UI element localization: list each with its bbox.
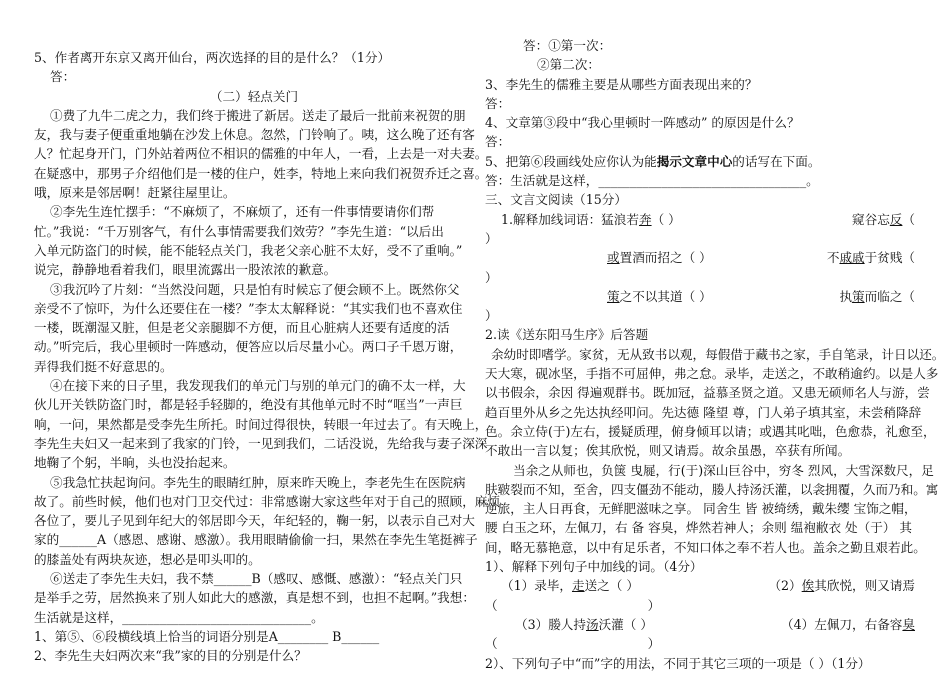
paragraph-1-line: ①费了九牛二虎之力，我们终于搬进了新居。送走了最后一批前来祝贺的朋 bbox=[50, 107, 466, 123]
paragraph-6-line: 生活就是这样，______________________________。 bbox=[34, 609, 324, 625]
paragraph-1-line: 友，我与妻子便重重地躺在沙发上休息。忽然，门铃响了。咦，这么晚了还有客 bbox=[34, 127, 475, 143]
gloss-row-1 bbox=[485, 210, 915, 229]
question-2: 2、李先生夫妇两次来“我”家的目的分别是什么？ bbox=[34, 648, 307, 664]
section-title: （二）轻点关门 bbox=[209, 88, 299, 104]
gloss-close: ） bbox=[485, 308, 498, 324]
question-5 bbox=[485, 152, 915, 171]
text-line: 以书假余，余因 得遍观群书。既加冠，益慕圣贤之道。又患无硕师名人与游，尝 bbox=[485, 385, 930, 401]
gloss-text: 之不以其道（ ） bbox=[619, 288, 712, 304]
paragraph-3-line: 弄得我们挺不好意思的。 bbox=[34, 358, 173, 374]
paragraph-3-line: ③我沉吟了片刻：“当然没问题，只是怕有时候忘了便会顾不上。既然你父 bbox=[50, 281, 460, 297]
section-3-title: 三、文言文阅读（15分） bbox=[485, 192, 627, 208]
paragraph-5-line: ⑤我急忙扶起询问。李先生的眼睛红肿，原来昨天晚上，李老先生在医院病 bbox=[50, 474, 466, 490]
stray-mark: _ bbox=[86, 38, 93, 53]
paragraph-2-line: ②李先生连忙摆手：“不麻烦了，不麻烦了，还有一件事情要请你们帮 bbox=[50, 204, 435, 220]
text-line: 色。余立侍(于)左右，援疑质理，俯身倾耳以请；或遇其叱咄，色愈恭，礼愈至， bbox=[485, 423, 936, 439]
paragraph-3-line: 亲受不了惊吓，为什么还要住在一楼？”李太太解释说：“其实我们也不喜欢住 bbox=[34, 300, 463, 316]
gloss-right: 不戚戚于贫贱（ bbox=[826, 250, 915, 266]
paragraph-1-line: 哦，原来是邻居啊！赶紧往屋里让。 bbox=[34, 185, 236, 201]
answer-5: 答：生活就是这样，_________________________________。 bbox=[485, 173, 819, 189]
paragraph-2-line: 说完，静静地看着我们，眼里流露出一股浓浓的歉意。 bbox=[34, 262, 337, 278]
question-3: 3、李先生的儒雅主要是从哪些方面表现出来的？ bbox=[485, 76, 758, 92]
gloss-text: 1.解释加线词语：猛浪若 bbox=[501, 211, 639, 227]
text-line: 天大寒，砚冰坚，手指不可屈伸，弗之怠。录毕，走送之，不敢稍逾约。以是人多 bbox=[485, 366, 939, 382]
text-line: 肤皲裂而不知，至舍，四支僵劲不能动，媵人持汤沃灌，以衾拥覆，久而乃和。寓 bbox=[485, 481, 939, 497]
answer-first-visit: 答：①第一次： bbox=[523, 38, 612, 53]
question-5: 5、作者离开东京又离开仙台，两次选择的目的是什么？（1分） bbox=[34, 50, 391, 65]
gloss-text: 置酒而招之（ ） bbox=[619, 250, 712, 266]
subquestion-1-blank: （ ） bbox=[485, 636, 661, 652]
paragraph-2-line: 忙。”我说：“千万别客气，有什么事情需要我们效劳？”李先生道：“以后出 bbox=[34, 223, 444, 239]
paragraph-4-line: 伙儿开关铁防盗门时，都是轻手轻脚的，绝没有其他单元时不时“哐当”一声巨 bbox=[34, 397, 463, 413]
text-line: 间，略无慕艳意，以中有足乐者，不知口体之奉不若人也。盖余之勤且艰若此。 bbox=[485, 539, 926, 555]
gloss-right: 执策而临之（ bbox=[839, 288, 915, 304]
paragraph-5-line: 的膝盖处有两块灰迹，想必是叩头叩的。 bbox=[34, 551, 261, 567]
gloss-word: 奔 bbox=[638, 211, 652, 227]
subquestion-1-item-4: （4）左佩刀，右备容臭 bbox=[781, 616, 915, 632]
gloss-word: 或 bbox=[607, 250, 620, 266]
paragraph-2-line: 入单元防盗门的时候，能不能轻点关门，我老父亲心脏不太好，受不了重响。” bbox=[34, 242, 463, 258]
subsection-2: 2.读《送东阳马生序》后答题 bbox=[485, 327, 649, 343]
paragraph-5-line: 故了。前些时候，他们也对门卫交代过：非常感谢大家这些年对于自己的照顾，麻烦 bbox=[34, 493, 500, 509]
paragraph-4-line: ④在接下来的日子里，我发现我们的单元门与别的单元门的确不太一样，大 bbox=[50, 378, 466, 394]
question-5-emphasis: 揭示文章中心 bbox=[656, 153, 733, 169]
paragraph-4-line: 响，一问，果然都是受李先生所托。时间过得很快，转眼一年过去了。有天晚上， bbox=[34, 416, 488, 432]
question-1: 1、第⑤、⑥段横线填上恰当的词语分别是A________ B______ bbox=[34, 628, 380, 644]
paragraph-3-line: 动。”听完后，我心里顿时一阵感动，便答应以后尽量小心。两口子千恩万谢， bbox=[34, 339, 463, 355]
paragraph-5-line: 家的______A（感恩、感谢、感激）。我用眼睛偷偷一扫，果然在李先生笔挺裤子 bbox=[34, 532, 478, 548]
gloss-row-2 bbox=[485, 248, 915, 267]
text-line: 腰 白玉之环，左佩刀，右 备 容臭，烨然若神人；余则 缊袍敝衣 处（于） 其 bbox=[485, 520, 913, 536]
text-line: 趋百里外从乡之先达执经叩问。先达德 隆望 尊，门人弟子填其室，未尝稍降辞 bbox=[485, 404, 922, 420]
subquestion-1-row-2: （3）媵人持汤沃灌（ ） （4）左佩刀，右备容臭 bbox=[485, 615, 915, 634]
text-line: 余幼时即嗜学。家贫，无从致书以观，每假借于藏书之家，手自笔录，计日以还。 bbox=[491, 346, 945, 362]
text-line: 逆旅，主人日再食，无鲜肥滋味之享。 同舍生 皆 被绮绣，戴朱缨 宝饰之帽， bbox=[485, 501, 917, 517]
gloss-right: 窥谷忘反（ bbox=[852, 211, 915, 227]
subquestion-2: 2）、下列句子中“而”字的用法，不同于其它三项的一项是（ ）（1分） bbox=[485, 655, 871, 671]
paragraph-6-line: 是举手之劳，居然换来了别人如此大的感激，真是想不到，也担不起啊。”我想： bbox=[34, 590, 475, 606]
answer-label: 答： bbox=[485, 134, 511, 150]
gloss-word: 策 bbox=[607, 288, 620, 304]
paragraph-6-line: ⑥送走了李先生夫妇，我不禁______B（感叹、感慨、感激）：“轻点关门只 bbox=[50, 571, 463, 587]
gloss-close: ） bbox=[485, 230, 498, 246]
question-4: 4、文章第③段中“我心里顿时一阵感动” 的原因是什么？ bbox=[485, 115, 800, 131]
subquestion-1-row-1: （1）录毕，走送之（ ） （2）俟其欣悦，则又请焉 bbox=[485, 576, 915, 595]
answer-second-visit: ②第二次： bbox=[537, 57, 600, 73]
question-5-text-end: 的话写在下面。 bbox=[732, 153, 821, 169]
subquestion-1-item-2: （2）俟其欣悦，则又请焉 bbox=[768, 578, 915, 594]
question-5-text: 5、把第⑥段画线处应你认为能 bbox=[485, 153, 657, 169]
paragraph-5-line: 各位了，要儿子见到年纪大的邻居即今天，年纪轻的，鞠一躬，以表示自己对大 bbox=[34, 513, 475, 529]
gloss-close: ） bbox=[485, 269, 498, 285]
subquestion-1: 1）、解释下列句子中加线的词。（4分） bbox=[485, 559, 703, 575]
paragraph-1-line: 在疑惑中，那男子介绍他们是一楼的住户，姓李，特地上来向我们祝贺乔迁之喜。 bbox=[34, 165, 488, 181]
answer-label: 答： bbox=[50, 69, 76, 85]
left-column bbox=[34, 38, 500, 666]
paragraph-4-line: 李先生夫妇又一起来到了我家的门铃，一见到我们，二话没说，先给我与妻子深深 bbox=[34, 435, 488, 451]
gloss-row-3 bbox=[485, 287, 915, 306]
paragraph-3-line: 一楼，既潮湿又脏，但是老父亲腿脚不方便，而且心脏病人还要有适度的活 bbox=[34, 320, 450, 336]
right-column bbox=[485, 36, 945, 673]
answer-label: 答： bbox=[485, 95, 511, 111]
paragraph-1-line: 人？忙起身开门，门外站着两位不相识的儒雅的中年人，一看，上去是一对夫妻。 bbox=[34, 146, 488, 162]
text-line: 不敢出一言以复；俟其欣悦，则又请焉。故余虽愚，卒获有所闻。 bbox=[485, 443, 851, 459]
paragraph-4-line: 地鞠了个躬，半晌，头也没抬起来。 bbox=[34, 455, 236, 471]
text-line: 当余之从师也，负箧 曳屣，行(于)深山巨谷中，穷冬 烈风，大雪深数尺，足 bbox=[513, 462, 934, 478]
subquestion-1-blank: （ ） bbox=[485, 597, 661, 613]
gloss-blank: （ ） bbox=[651, 211, 681, 227]
